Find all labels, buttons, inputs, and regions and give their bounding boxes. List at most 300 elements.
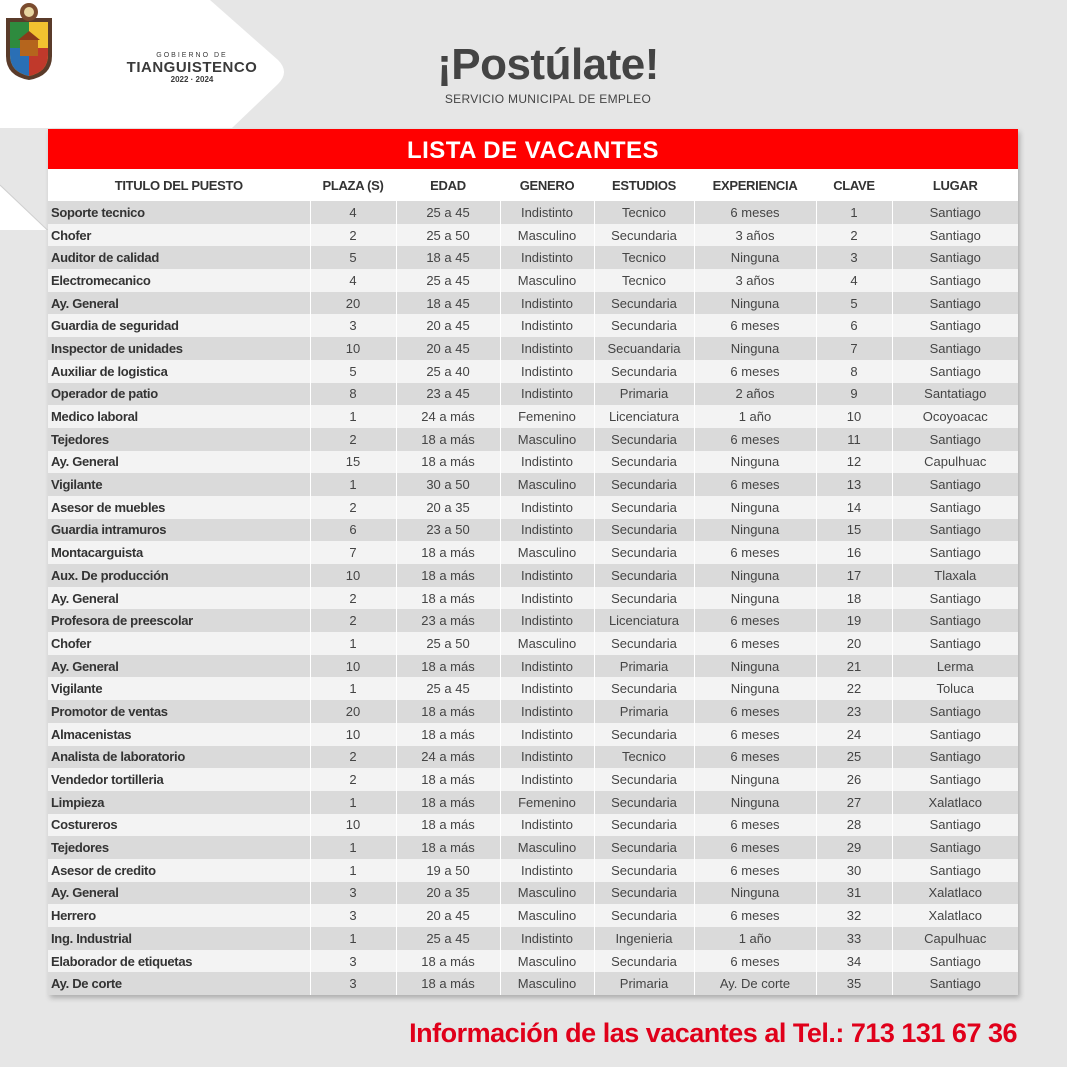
cell-clave: 26 (816, 768, 892, 791)
cell-genero: Masculino (500, 882, 594, 905)
cell-edad: 19 a 50 (396, 859, 500, 882)
cell-plazas: 1 (310, 859, 396, 882)
table-row (48, 451, 1018, 474)
cell-genero: Masculino (500, 972, 594, 995)
cell-experiencia: 6 meses (694, 746, 816, 769)
cell-experiencia: Ninguna (694, 496, 816, 519)
cell-estudios: Secundaria (594, 904, 694, 927)
cell-lugar: Santiago (892, 496, 1018, 519)
cell-genero: Indistinto (500, 292, 594, 315)
table-row (48, 519, 1018, 542)
cell-edad: 18 a más (396, 972, 500, 995)
cell-experiencia: 6 meses (694, 632, 816, 655)
cell-lugar: Santiago (892, 950, 1018, 973)
table-row (48, 383, 1018, 406)
cell-genero: Indistinto (500, 360, 594, 383)
cell-estudios: Primaria (594, 700, 694, 723)
cell-clave: 13 (816, 473, 892, 496)
cell-plazas: 20 (310, 700, 396, 723)
cell-estudios: Tecnico (594, 201, 694, 224)
cell-edad: 25 a 45 (396, 201, 500, 224)
cell-estudios: Secundaria (594, 791, 694, 814)
cell-lugar: Santiago (892, 473, 1018, 496)
cell-genero: Indistinto (500, 201, 594, 224)
cell-experiencia: Ninguna (694, 882, 816, 905)
cell-puesto: Analista de laboratorio (48, 746, 310, 769)
cell-plazas: 1 (310, 677, 396, 700)
cell-genero: Indistinto (500, 768, 594, 791)
page-header (400, 40, 696, 106)
table-row (48, 746, 1018, 769)
cell-estudios: Primaria (594, 655, 694, 678)
cell-estudios: Secuandaria (594, 337, 694, 360)
cell-experiencia: 3 años (694, 224, 816, 247)
table-row (48, 950, 1018, 973)
cell-edad: 18 a 45 (396, 246, 500, 269)
cell-experiencia: 6 meses (694, 814, 816, 837)
cell-genero: Masculino (500, 950, 594, 973)
cell-clave: 2 (816, 224, 892, 247)
cell-estudios: Tecnico (594, 269, 694, 292)
cell-estudios: Secundaria (594, 292, 694, 315)
cell-experiencia: 3 años (694, 269, 816, 292)
cell-estudios: Secundaria (594, 836, 694, 859)
cell-genero: Masculino (500, 541, 594, 564)
vacancy-sheet (48, 129, 1018, 995)
cell-edad: 25 a 40 (396, 360, 500, 383)
cell-experiencia: 1 año (694, 405, 816, 428)
cell-genero: Indistinto (500, 927, 594, 950)
cell-estudios: Secundaria (594, 451, 694, 474)
cell-clave: 4 (816, 269, 892, 292)
cell-puesto: Vigilante (48, 677, 310, 700)
vacancy-banner: LISTA DE VACANTES (48, 129, 1018, 169)
cell-lugar: Santiago (892, 224, 1018, 247)
cell-lugar: Santatiago (892, 383, 1018, 406)
cell-genero: Masculino (500, 632, 594, 655)
cell-edad: 20 a 45 (396, 904, 500, 927)
cell-lugar: Santiago (892, 859, 1018, 882)
cell-lugar: Lerma (892, 655, 1018, 678)
cell-edad: 24 a más (396, 405, 500, 428)
cell-genero: Masculino (500, 836, 594, 859)
table-row (48, 791, 1018, 814)
table-row (48, 927, 1018, 950)
table-row (48, 836, 1018, 859)
table-row (48, 564, 1018, 587)
table-row (48, 428, 1018, 451)
cell-edad: 18 a más (396, 723, 500, 746)
cell-clave: 19 (816, 609, 892, 632)
cell-experiencia: Ninguna (694, 292, 816, 315)
cell-genero: Masculino (500, 269, 594, 292)
cell-puesto: Ay. General (48, 587, 310, 610)
cell-clave: 14 (816, 496, 892, 519)
contact-footer: Información de las vacantes al Tel.: 713 131 67 36 (409, 1018, 1017, 1048)
cell-plazas: 3 (310, 972, 396, 995)
cell-edad: 23 a 45 (396, 383, 500, 406)
cell-clave: 10 (816, 405, 892, 428)
cell-lugar: Tlaxala (892, 564, 1018, 587)
cell-plazas: 1 (310, 791, 396, 814)
table-row (48, 360, 1018, 383)
table-row (48, 269, 1018, 292)
cell-clave: 25 (816, 746, 892, 769)
cell-plazas: 3 (310, 882, 396, 905)
table-row (48, 246, 1018, 269)
cell-clave: 16 (816, 541, 892, 564)
cell-puesto: Tejedores (48, 836, 310, 859)
table-row (48, 473, 1018, 496)
cell-plazas: 20 (310, 292, 396, 315)
cell-plazas: 1 (310, 473, 396, 496)
column-header-edad: EDAD (396, 169, 500, 201)
cell-experiencia: 6 meses (694, 541, 816, 564)
cell-clave: 3 (816, 246, 892, 269)
table-row (48, 201, 1018, 224)
table-row (48, 405, 1018, 428)
cell-plazas: 6 (310, 519, 396, 542)
cell-estudios: Secundaria (594, 541, 694, 564)
cell-puesto: Promotor de ventas (48, 700, 310, 723)
cell-edad: 25 a 45 (396, 677, 500, 700)
cell-puesto: Vigilante (48, 473, 310, 496)
cell-puesto: Profesora de preescolar (48, 609, 310, 632)
cell-genero: Masculino (500, 473, 594, 496)
page-title: ¡Postúlate! (437, 40, 659, 89)
cell-genero: Indistinto (500, 655, 594, 678)
cell-experiencia: Ninguna (694, 337, 816, 360)
cell-estudios: Secundaria (594, 859, 694, 882)
cell-experiencia: 2 años (694, 383, 816, 406)
cell-edad: 20 a 35 (396, 882, 500, 905)
cell-plazas: 10 (310, 723, 396, 746)
cell-puesto: Soporte tecnico (48, 201, 310, 224)
cell-plazas: 15 (310, 451, 396, 474)
cell-plazas: 2 (310, 768, 396, 791)
column-header-estudios: ESTUDIOS (594, 169, 694, 201)
cell-genero: Indistinto (500, 859, 594, 882)
table-row (48, 337, 1018, 360)
cell-clave: 28 (816, 814, 892, 837)
cell-puesto: Guardia de seguridad (48, 314, 310, 337)
cell-lugar: Santiago (892, 269, 1018, 292)
cell-genero: Indistinto (500, 587, 594, 610)
cell-edad: 18 a más (396, 791, 500, 814)
cell-clave: 30 (816, 859, 892, 882)
cell-genero: Indistinto (500, 519, 594, 542)
gov-years: 2022 · 2024 (170, 75, 214, 84)
cell-edad: 18 a más (396, 950, 500, 973)
cell-puesto: Ing. Industrial (48, 927, 310, 950)
cell-estudios: Secundaria (594, 882, 694, 905)
cell-estudios: Primaria (594, 383, 694, 406)
cell-clave: 12 (816, 451, 892, 474)
cell-estudios: Secundaria (594, 314, 694, 337)
cell-estudios: Tecnico (594, 246, 694, 269)
cell-edad: 18 a más (396, 587, 500, 610)
cell-genero: Indistinto (500, 496, 594, 519)
cell-estudios: Secundaria (594, 224, 694, 247)
cell-clave: 15 (816, 519, 892, 542)
table-row (48, 314, 1018, 337)
cell-plazas: 4 (310, 201, 396, 224)
column-header-lugar: LUGAR (892, 169, 1018, 201)
cell-lugar: Santiago (892, 314, 1018, 337)
cell-estudios: Ingenieria (594, 927, 694, 950)
cell-plazas: 2 (310, 587, 396, 610)
cell-plazas: 2 (310, 224, 396, 247)
cell-estudios: Secundaria (594, 632, 694, 655)
cell-puesto: Costureros (48, 814, 310, 837)
cell-estudios: Primaria (594, 972, 694, 995)
column-header-puesto: TITULO DEL PUESTO (48, 169, 310, 201)
cell-plazas: 1 (310, 405, 396, 428)
cell-puesto: Chofer (48, 224, 310, 247)
table-body (48, 201, 1018, 995)
cell-puesto: Auditor de calidad (48, 246, 310, 269)
cell-plazas: 8 (310, 383, 396, 406)
cell-genero: Indistinto (500, 337, 594, 360)
cell-clave: 1 (816, 201, 892, 224)
table-row (48, 655, 1018, 678)
cell-clave: 27 (816, 791, 892, 814)
cell-genero: Indistinto (500, 814, 594, 837)
cell-experiencia: Ninguna (694, 587, 816, 610)
cell-edad: 20 a 45 (396, 337, 500, 360)
cell-clave: 32 (816, 904, 892, 927)
cell-edad: 23 a más (396, 609, 500, 632)
cell-lugar: Capulhuac (892, 451, 1018, 474)
cell-puesto: Guardia intramuros (48, 519, 310, 542)
cell-genero: Indistinto (500, 383, 594, 406)
cell-plazas: 5 (310, 246, 396, 269)
cell-lugar: Xalatlaco (892, 791, 1018, 814)
cell-plazas: 7 (310, 541, 396, 564)
cell-lugar: Santiago (892, 814, 1018, 837)
cell-lugar: Santiago (892, 972, 1018, 995)
cell-plazas: 10 (310, 337, 396, 360)
cell-clave: 34 (816, 950, 892, 973)
cell-experiencia: Ninguna (694, 677, 816, 700)
cell-experiencia: 6 meses (694, 723, 816, 746)
cell-plazas: 3 (310, 950, 396, 973)
cell-experiencia: 6 meses (694, 360, 816, 383)
cell-puesto: Asesor de muebles (48, 496, 310, 519)
cell-lugar: Santiago (892, 428, 1018, 451)
cell-experiencia: 6 meses (694, 950, 816, 973)
cell-edad: 20 a 45 (396, 314, 500, 337)
cell-estudios: Secundaria (594, 587, 694, 610)
cell-clave: 22 (816, 677, 892, 700)
cell-estudios: Secundaria (594, 564, 694, 587)
cell-experiencia: 6 meses (694, 314, 816, 337)
table-row (48, 768, 1018, 791)
cell-puesto: Ay. General (48, 292, 310, 315)
cell-experiencia: Ninguna (694, 791, 816, 814)
cell-plazas: 4 (310, 269, 396, 292)
table-row (48, 859, 1018, 882)
cell-edad: 24 a más (396, 746, 500, 769)
cell-plazas: 2 (310, 428, 396, 451)
cell-estudios: Secundaria (594, 519, 694, 542)
cell-genero: Indistinto (500, 677, 594, 700)
cell-edad: 25 a 45 (396, 269, 500, 292)
cell-experiencia: 6 meses (694, 428, 816, 451)
cell-estudios: Secundaria (594, 950, 694, 973)
cell-lugar: Santiago (892, 746, 1018, 769)
cell-puesto: Ay. De corte (48, 972, 310, 995)
cell-edad: 20 a 35 (396, 496, 500, 519)
cell-genero: Femenino (500, 405, 594, 428)
cell-lugar: Santiago (892, 292, 1018, 315)
table-row (48, 677, 1018, 700)
cell-clave: 17 (816, 564, 892, 587)
cell-clave: 8 (816, 360, 892, 383)
table-row (48, 609, 1018, 632)
cell-experiencia: 6 meses (694, 904, 816, 927)
cell-genero: Indistinto (500, 609, 594, 632)
cell-puesto: Montacarguista (48, 541, 310, 564)
table-row (48, 292, 1018, 315)
cell-puesto: Chofer (48, 632, 310, 655)
cell-plazas: 1 (310, 836, 396, 859)
cell-puesto: Operador de patio (48, 383, 310, 406)
cell-lugar: Santiago (892, 723, 1018, 746)
cell-experiencia: Ninguna (694, 655, 816, 678)
cell-experiencia: Ninguna (694, 246, 816, 269)
cell-estudios: Secundaria (594, 677, 694, 700)
cell-plazas: 10 (310, 564, 396, 587)
cell-lugar: Santiago (892, 632, 1018, 655)
cell-genero: Indistinto (500, 246, 594, 269)
cell-experiencia: 6 meses (694, 609, 816, 632)
cell-plazas: 1 (310, 632, 396, 655)
cell-plazas: 3 (310, 314, 396, 337)
cell-puesto: Ay. General (48, 882, 310, 905)
cell-clave: 23 (816, 700, 892, 723)
cell-lugar: Santiago (892, 768, 1018, 791)
cell-genero: Masculino (500, 904, 594, 927)
cell-lugar: Santiago (892, 609, 1018, 632)
cell-edad: 18 a más (396, 655, 500, 678)
cell-clave: 7 (816, 337, 892, 360)
cell-clave: 5 (816, 292, 892, 315)
cell-genero: Indistinto (500, 451, 594, 474)
cell-clave: 9 (816, 383, 892, 406)
cell-lugar: Xalatlaco (892, 882, 1018, 905)
cell-plazas: 1 (310, 927, 396, 950)
cell-estudios: Secundaria (594, 814, 694, 837)
cell-edad: 25 a 45 (396, 927, 500, 950)
cell-estudios: Secundaria (594, 723, 694, 746)
cell-lugar: Santiago (892, 836, 1018, 859)
cell-experiencia: Ninguna (694, 519, 816, 542)
cell-genero: Indistinto (500, 564, 594, 587)
cell-puesto: Electromecanico (48, 269, 310, 292)
cell-edad: 25 a 50 (396, 632, 500, 655)
cell-genero: Indistinto (500, 746, 594, 769)
cell-clave: 21 (816, 655, 892, 678)
table-row (48, 541, 1018, 564)
cell-puesto: Ay. General (48, 655, 310, 678)
cell-genero: Femenino (500, 791, 594, 814)
cell-clave: 20 (816, 632, 892, 655)
table-row (48, 587, 1018, 610)
cell-clave: 24 (816, 723, 892, 746)
cell-plazas: 2 (310, 609, 396, 632)
cell-edad: 18 a más (396, 428, 500, 451)
cell-lugar: Santiago (892, 360, 1018, 383)
cell-experiencia: Ninguna (694, 564, 816, 587)
cell-edad: 23 a 50 (396, 519, 500, 542)
cell-lugar: Santiago (892, 246, 1018, 269)
cell-estudios: Licenciatura (594, 609, 694, 632)
cell-experiencia: 6 meses (694, 201, 816, 224)
cell-lugar: Capulhuac (892, 927, 1018, 950)
cell-edad: 25 a 50 (396, 224, 500, 247)
cell-puesto: Asesor de credito (48, 859, 310, 882)
table-row (48, 224, 1018, 247)
cell-lugar: Xalatlaco (892, 904, 1018, 927)
cell-plazas: 3 (310, 904, 396, 927)
cell-edad: 18 a más (396, 564, 500, 587)
table-row (48, 700, 1018, 723)
cell-lugar: Santiago (892, 587, 1018, 610)
cell-plazas: 2 (310, 746, 396, 769)
cell-genero: Indistinto (500, 723, 594, 746)
cell-edad: 18 a 45 (396, 292, 500, 315)
table-row (48, 904, 1018, 927)
table-row (48, 882, 1018, 905)
cell-clave: 31 (816, 882, 892, 905)
cell-puesto: Auxiliar de logistica (48, 360, 310, 383)
cell-genero: Masculino (500, 428, 594, 451)
cell-lugar: Santiago (892, 201, 1018, 224)
cell-clave: 6 (816, 314, 892, 337)
cell-plazas: 10 (310, 814, 396, 837)
cell-experiencia: 6 meses (694, 836, 816, 859)
cell-edad: 18 a más (396, 814, 500, 837)
column-header-clave: CLAVE (816, 169, 892, 201)
gov-prefix: GOBIERNO DE (156, 52, 228, 59)
cell-experiencia: 6 meses (694, 473, 816, 496)
cell-clave: 35 (816, 972, 892, 995)
cell-genero: Masculino (500, 224, 594, 247)
cell-clave: 11 (816, 428, 892, 451)
cell-estudios: Secundaria (594, 496, 694, 519)
cell-lugar: Santiago (892, 519, 1018, 542)
cell-estudios: Secundaria (594, 360, 694, 383)
vacancy-table (48, 169, 1018, 995)
cell-lugar: Toluca (892, 677, 1018, 700)
cell-plazas: 10 (310, 655, 396, 678)
cell-estudios: Licenciatura (594, 405, 694, 428)
cell-puesto: Tejedores (48, 428, 310, 451)
cell-clave: 18 (816, 587, 892, 610)
cell-experiencia: 6 meses (694, 700, 816, 723)
column-header-genero: GENERO (500, 169, 594, 201)
column-header-experiencia: EXPERIENCIA (694, 169, 816, 201)
cell-lugar: Santiago (892, 700, 1018, 723)
cell-experiencia: Ninguna (694, 768, 816, 791)
table-row (48, 972, 1018, 995)
cell-estudios: Tecnico (594, 746, 694, 769)
cell-puesto: Elaborador de etiquetas (48, 950, 310, 973)
cell-puesto: Almacenistas (48, 723, 310, 746)
cell-estudios: Secundaria (594, 428, 694, 451)
cell-estudios: Secundaria (594, 473, 694, 496)
